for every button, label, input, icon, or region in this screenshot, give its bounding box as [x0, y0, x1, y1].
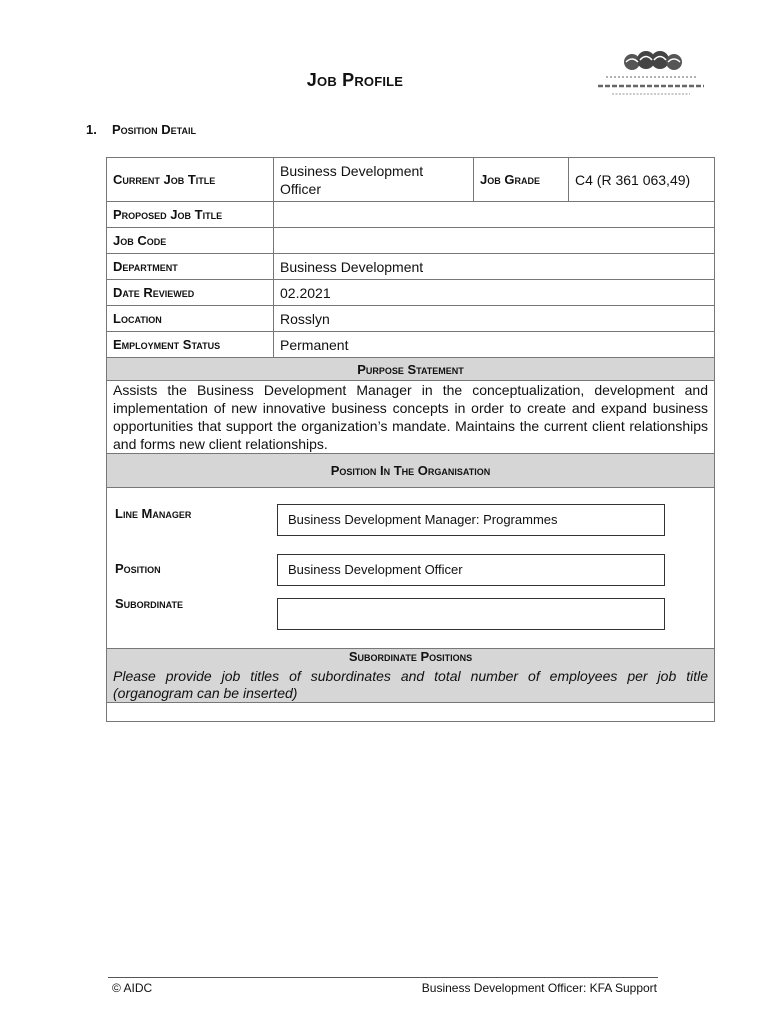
location-value: Rosslyn — [274, 306, 715, 332]
row-organisation-chart — [107, 488, 715, 649]
subordinate-box[interactable] — [277, 598, 665, 630]
position-label: Position — [115, 561, 161, 576]
department-value: Business Development — [274, 254, 715, 280]
row-job-code — [107, 228, 715, 254]
row-proposed-job-title — [107, 202, 715, 228]
purpose-heading: Purpose Statement — [107, 358, 715, 381]
footer-divider — [108, 977, 658, 978]
date-reviewed-label: Date Reviewed — [107, 280, 274, 306]
organisation-heading: Position In The Organisation — [107, 454, 715, 488]
job-code-value[interactable] — [274, 228, 715, 254]
job-code-label: Job Code — [107, 228, 274, 254]
row-subordinate-positions — [107, 649, 715, 703]
row-date-reviewed — [107, 280, 715, 306]
section-number: 1. — [86, 122, 97, 137]
department-label: Department — [107, 254, 274, 280]
subordinate-positions-heading: Subordinate Positions — [348, 649, 473, 664]
current-job-title-label: Current Job Title — [107, 158, 274, 202]
footer-copyright: © AIDC — [112, 981, 153, 995]
aidc-logo — [592, 48, 710, 102]
subordinate-positions-instruction: Please provide job titles of subordinates and total number of employees per job title (organogram can be inserted) — [113, 668, 708, 701]
subordinate-positions-cell — [107, 649, 715, 703]
current-job-title-value: Business Development Officer — [274, 158, 474, 202]
job-grade-value: C4 (R 361 063,49) — [569, 158, 715, 202]
section-title: Position Detail — [112, 122, 197, 137]
row-department — [107, 254, 715, 280]
row-employment-status — [107, 332, 715, 358]
proposed-job-title-value[interactable] — [274, 202, 715, 228]
row-current-job-title — [107, 158, 715, 202]
employment-status-label: Employment Status — [107, 332, 274, 358]
date-reviewed-value: 02.2021 — [274, 280, 715, 306]
section-heading — [86, 122, 196, 137]
row-location — [107, 306, 715, 332]
organisation-chart — [107, 488, 715, 649]
row-purpose-text — [107, 381, 715, 454]
position-box[interactable]: Business Development Officer — [277, 554, 665, 586]
job-profile-table — [106, 157, 715, 722]
line-manager-box[interactable]: Business Development Manager: Programmes — [277, 504, 665, 536]
proposed-job-title-label: Proposed Job Title — [107, 202, 274, 228]
row-subordinate-entry — [107, 703, 715, 722]
aidc-logo-icon — [592, 48, 710, 102]
row-purpose-heading — [107, 358, 715, 381]
job-grade-label: Job Grade — [474, 158, 569, 202]
page-title: Job Profile — [306, 70, 404, 90]
employment-status-value: Permanent — [274, 332, 715, 358]
footer-document-name: Business Development Officer: KFA Support — [421, 981, 657, 995]
line-manager-label: Line Manager — [115, 506, 192, 521]
location-label: Location — [107, 306, 274, 332]
row-organisation-heading — [107, 454, 715, 488]
purpose-statement: Assists the Business Development Manager in the conceptualization, development and implementation of new innovative business concepts in order to create and expand business opportunities that support the organization’s mandate. Maintains the current client relationships and forms new client relationships. — [107, 381, 715, 454]
subordinate-label: Subordinate — [115, 596, 184, 611]
subordinate-entry-field[interactable] — [107, 703, 715, 722]
